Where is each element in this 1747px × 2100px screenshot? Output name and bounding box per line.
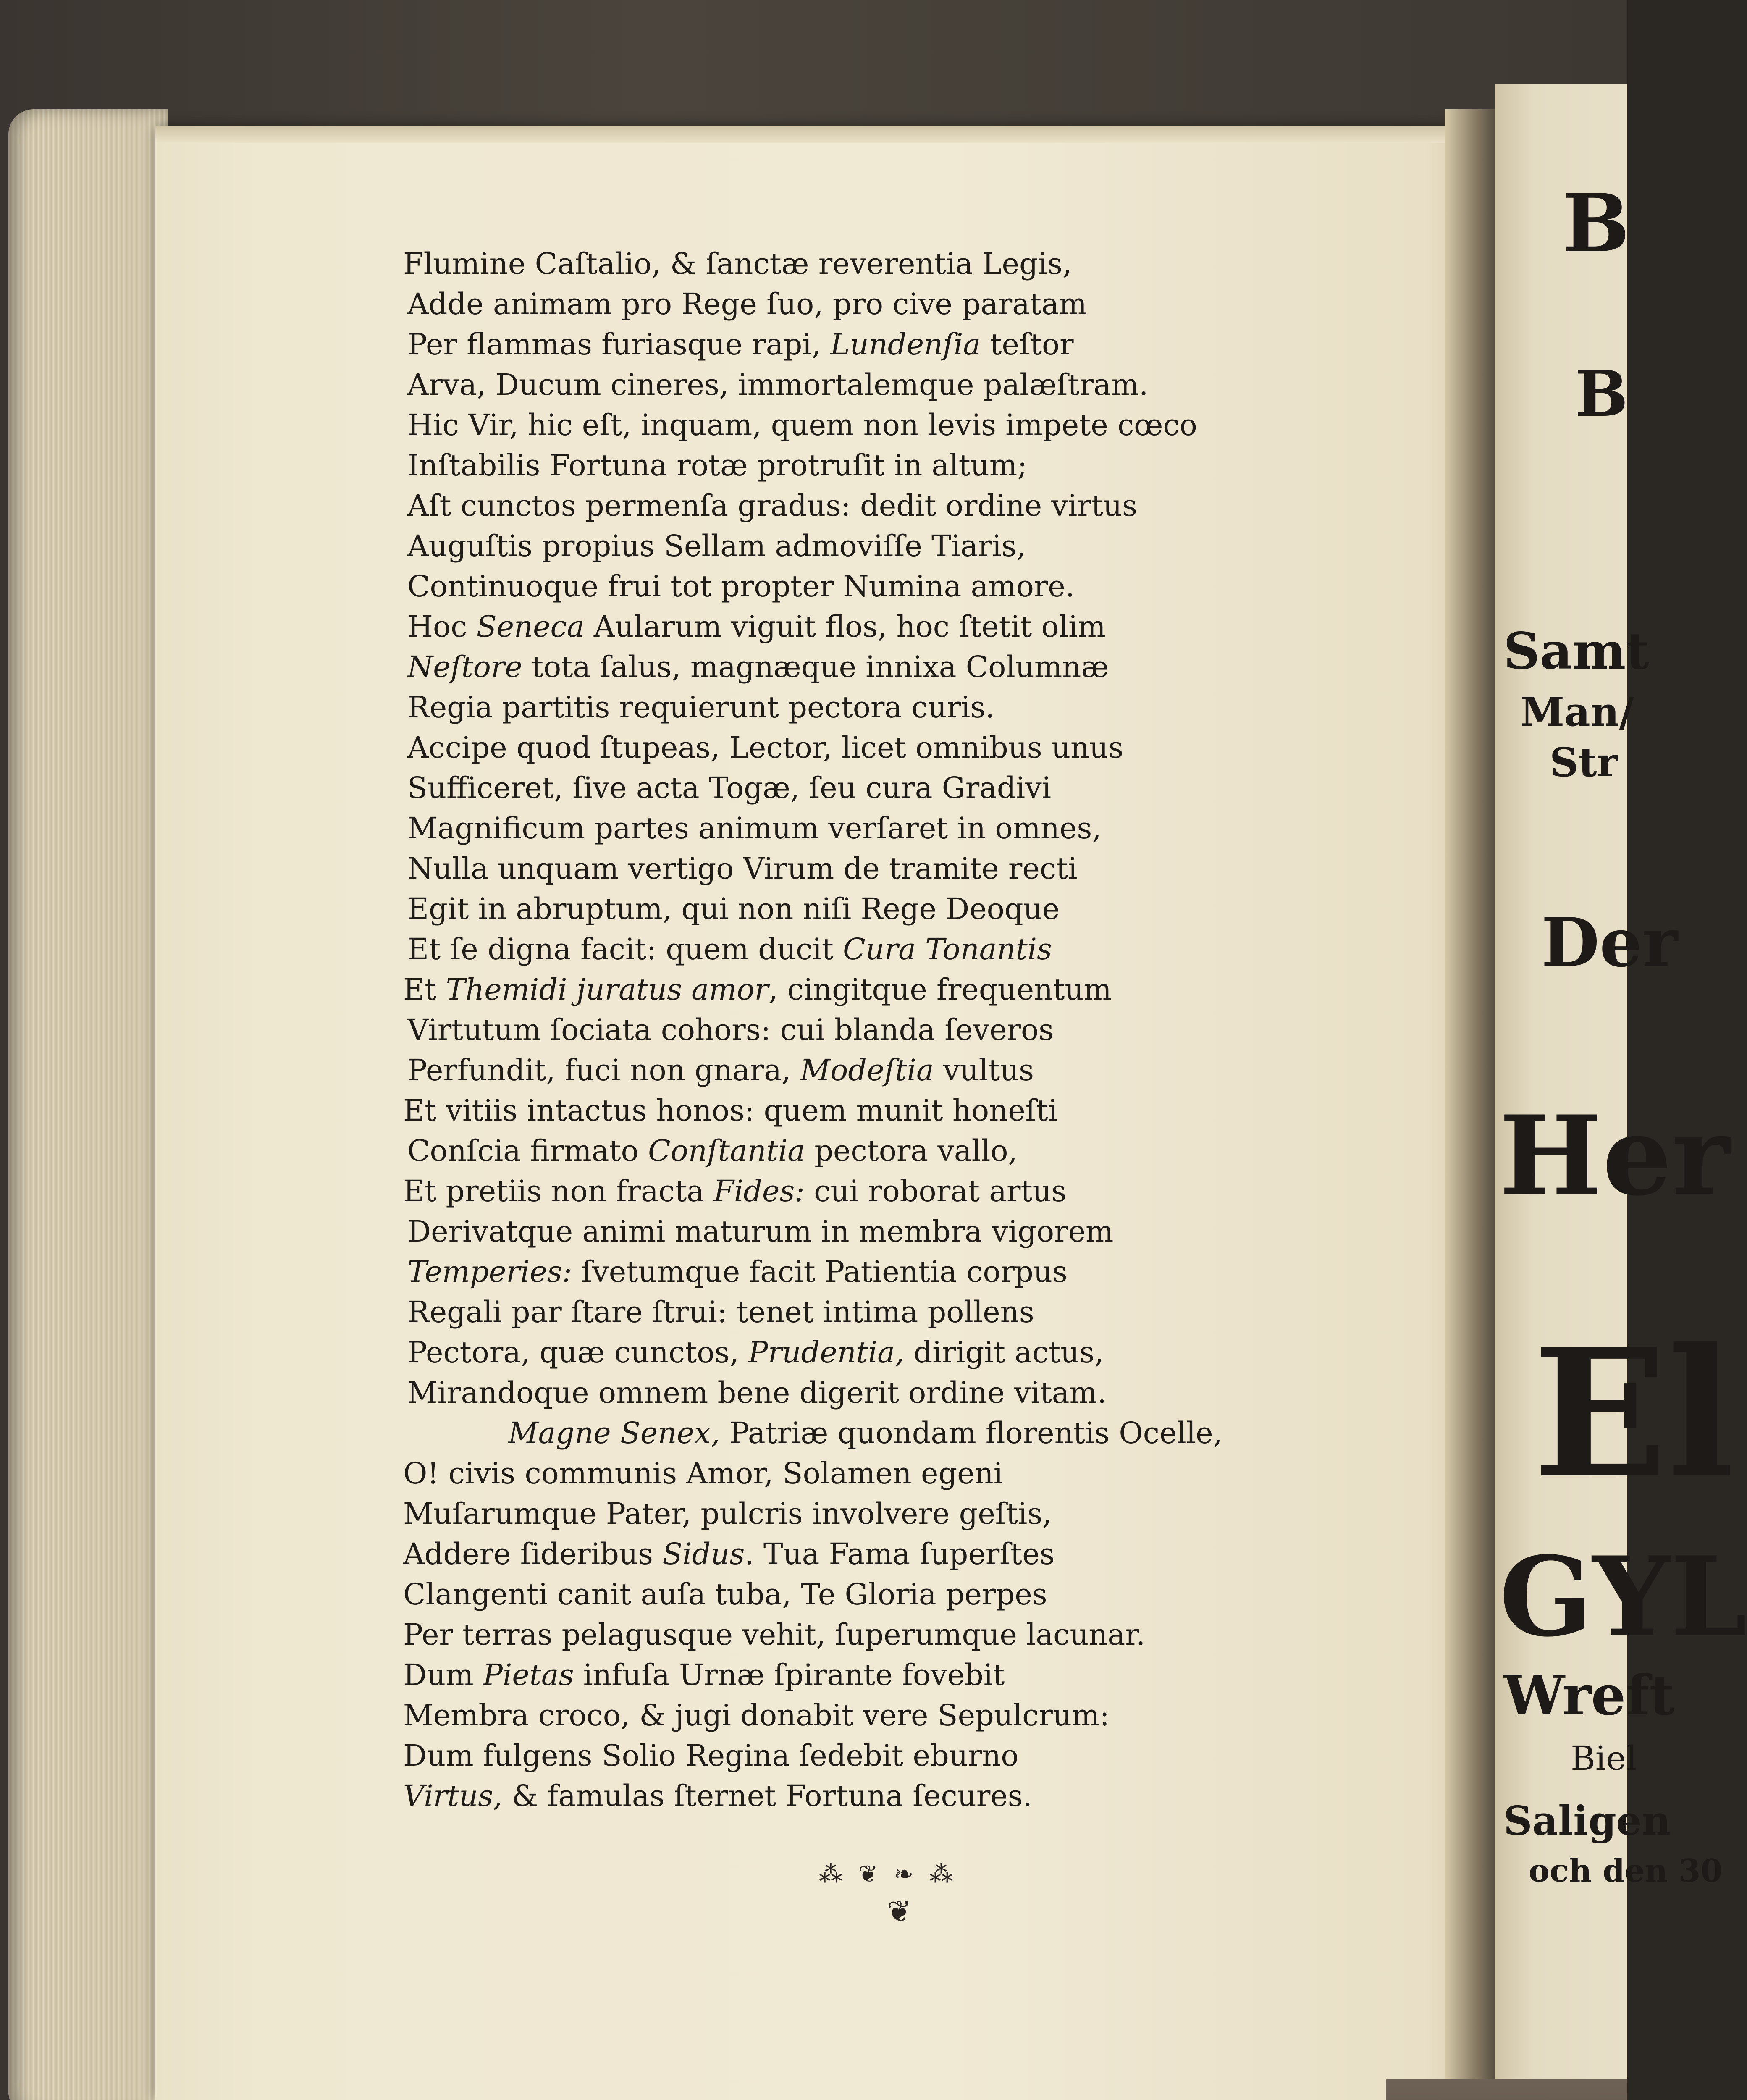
poem-line-italic: Fides: (713, 1174, 805, 1208)
poem-line-roman: Per terras pelagusque vehit, ſuperumque lacunar. (403, 1617, 1146, 1652)
book-binding (1386, 2079, 1627, 2100)
poem-line-italic: Conſtantia (648, 1134, 805, 1168)
poem-line-roman: ſvetumque facit Patientia corpus (572, 1255, 1068, 1289)
poem-line (403, 1534, 1055, 1574)
facing-page-fragment: och den 30 (1529, 1852, 1723, 1889)
poem-line-roman: Per flammas furiasque rapi, (407, 327, 831, 362)
facing-page-fragment: B (1562, 176, 1630, 270)
poem-line (407, 647, 1109, 687)
poem-line (407, 526, 1026, 566)
poem-line (403, 1494, 1052, 1534)
poem-line-roman: Virtutum ſociata cohors: cui blanda ſeveros (407, 1013, 1054, 1047)
poem-line (407, 566, 1075, 606)
poem-line-roman: Continuoque frui tot propter Numina amore. (407, 569, 1075, 604)
poem-line (407, 889, 1060, 929)
page-stack-edge (8, 109, 168, 2100)
poem-line-italic: Themidi juratus amor (446, 972, 769, 1007)
poem-line (407, 324, 1074, 365)
poem-line-roman: Auguſtis propius Sellam admoviſſe Tiaris, (407, 529, 1026, 563)
poem-line-italic: Modeſtia (800, 1053, 934, 1087)
poem-line-roman: Regali par ſtare ſtrui: tenet intima pollens (407, 1295, 1034, 1329)
poem-line-roman: dirigit actus, (904, 1335, 1104, 1370)
poem-line-roman: Tua Fama ſuperſtes (754, 1537, 1055, 1571)
poem-line-roman: Arva, Ducum cineres, immortalemque palæſtram. (407, 368, 1149, 402)
poem-line (403, 1735, 1019, 1776)
poem-line (403, 1776, 1032, 1816)
poem-line (403, 1695, 1110, 1735)
poem-line-roman: , cingitque frequentum (768, 972, 1112, 1007)
poem-line-roman: Et pretiis non fracta (403, 1174, 714, 1208)
poem-line (403, 1574, 1047, 1614)
poem-line-italic: Neſtore (407, 650, 522, 684)
poem-line-roman: Clangenti canit auſa tuba, Te Gloria perpes (403, 1577, 1047, 1612)
poem-line-roman: Patriæ quondam florentis Ocelle, (720, 1416, 1222, 1450)
facing-page-fragment: Her (1499, 1092, 1730, 1220)
poem-line-roman: Mirandoque omnem bene digerit ordine vitam. (407, 1376, 1107, 1410)
page-top-edge (155, 126, 1478, 143)
poem-line (407, 486, 1137, 526)
poem-line-roman: Membra croco, & jugi donabit vere Sepulcrum: (403, 1698, 1110, 1732)
poem-line-italic: Pietas (483, 1658, 574, 1692)
poem-line-roman: teſtor (981, 327, 1074, 362)
poem-line (407, 1010, 1054, 1050)
poem-line (407, 929, 1052, 969)
poem-line-roman: Flumine Caſtalio, & ſanctæ reverentia Legis, (403, 247, 1072, 281)
poem-line-roman: & famulas ſternet Fortuna ſecures. (502, 1779, 1032, 1813)
poem-line (407, 1252, 1068, 1292)
poem-line-roman: Dum fulgens Solio Regina ſedebit eburno (403, 1738, 1019, 1773)
poem-line-roman: O! civis communis Amor, Solamen egeni (403, 1456, 1003, 1491)
poem-line-roman: Pectora, quæ cunctos, (407, 1335, 748, 1370)
poem-line-italic: Prudentia, (748, 1335, 905, 1370)
poem-line-roman: tota ſalus, magnæque innixa Columnæ (522, 650, 1109, 684)
poem-line-italic: Virtus, (403, 1779, 503, 1813)
poem-line-roman: Dum (403, 1658, 483, 1692)
poem-line-roman: Regia partitis requierunt pectora curis. (407, 690, 995, 724)
poem-line-roman: Et ſe digna facit: quem ducit (407, 932, 843, 966)
poem-line (407, 727, 1123, 768)
tailpiece-ornament-drop: ❦ (887, 1894, 912, 1929)
facing-page (1495, 84, 1747, 2100)
poem-line-italic: Sidus. (662, 1537, 754, 1571)
poem-line (407, 808, 1102, 848)
poem-line-roman: Adde animam pro Rege ſuo, pro cive paratam (407, 287, 1087, 321)
poem-line (407, 1050, 1034, 1090)
poem-line (403, 1614, 1145, 1655)
poem-line-roman: infuſa Urnæ ſpirante fovebit (574, 1658, 1005, 1692)
poem-line-italic: Magne Senex, (508, 1416, 720, 1450)
poem-line (407, 1373, 1107, 1413)
poem-line (407, 1211, 1113, 1252)
facing-page-fragment: Biel (1571, 1739, 1637, 1778)
poem-line (403, 244, 1072, 284)
poem-line (403, 1453, 1003, 1494)
poem-line (403, 1171, 1067, 1211)
poem-line (407, 1332, 1104, 1373)
poem-line-roman: Nulla unquam vertigo Virum de tramite recti (407, 851, 1078, 886)
poem-line (407, 1292, 1034, 1332)
poem-line-roman: Et (403, 972, 446, 1007)
tailpiece-ornament: ⁂ ❦ ❧ ⁂ (819, 1861, 957, 1888)
poem-line (407, 405, 1197, 445)
poem-line-roman: Accipe quod ſtupeas, Lector, licet omnibus unus (407, 730, 1124, 765)
poem-line (508, 1413, 1222, 1453)
poem-line-roman: Egit in abruptum, qui non niſi Rege Deoque (407, 892, 1060, 926)
poem-line-roman: vultus (934, 1053, 1034, 1087)
poem-line-roman: Magnificum partes animum verſaret in omnes, (407, 811, 1102, 845)
poem-line-roman: Perfundit, fuci non gnara, (407, 1053, 800, 1087)
poem-line-roman: Derivatque animi maturum in membra vigorem (407, 1214, 1114, 1249)
poem-line-roman: Conſcia firmato (407, 1134, 648, 1168)
poem-line-roman: cui roborat artus (804, 1174, 1067, 1208)
poem-line-roman: Hic Vir, hic eſt, inquam, quem non levis impete cœco (407, 408, 1197, 442)
poem-line (403, 969, 1112, 1010)
facing-page-fragment: GYL (1499, 1533, 1747, 1661)
facing-page-fragment: El (1533, 1310, 1734, 1517)
facing-page-fragment: Str (1550, 739, 1618, 786)
poem-line-roman: Aularum viguit flos, hoc ſtetit olim (584, 609, 1106, 644)
poem-line (407, 365, 1148, 405)
poem-line-roman: Addere ſideribus (403, 1537, 663, 1571)
poem-line-roman: Et vitiis intactus honos: quem munit honeſti (403, 1093, 1058, 1128)
poem-line-italic: Temperies: (407, 1255, 572, 1289)
facing-page-fragment: Samt (1503, 622, 1649, 681)
poem-line-roman: pectora vallo, (805, 1134, 1018, 1168)
facing-page-fragment: B (1575, 357, 1628, 431)
facing-page-fragment: Der (1541, 903, 1678, 982)
facing-page-fragment: Man/ (1520, 689, 1634, 735)
poem-line (407, 445, 1027, 486)
poem-line (407, 284, 1087, 324)
facing-page-fragment: Wreft (1503, 1663, 1675, 1727)
poem-line (407, 1131, 1018, 1171)
poem-line (407, 687, 995, 727)
poem-line-roman: Sufficeret, ſive acta Togæ, ſeu cura Gradivi (407, 771, 1052, 805)
poem-line-roman: Muſarumque Pater, pulcris involvere geſtis, (403, 1496, 1052, 1531)
poem-text-block (403, 244, 1369, 1924)
poem-line (407, 606, 1106, 647)
facing-page-fragment: Saligen (1503, 1798, 1671, 1844)
poem-line-italic: Lundenſia (830, 327, 981, 362)
poem-line (403, 1655, 1005, 1695)
poem-line-roman: Hoc (407, 609, 477, 644)
poem-line (407, 768, 1051, 808)
poem-line-roman: Aſt cunctos permenſa gradus: dedit ordine virtus (407, 488, 1137, 523)
poem-line-roman: Inſtabilis Fortuna rotæ protruſit in altum; (407, 448, 1027, 483)
poem-line-italic: Seneca (476, 609, 585, 644)
poem-line-italic: Cura Tonantis (843, 932, 1052, 966)
poem-line (403, 1090, 1057, 1131)
poem-line (407, 848, 1078, 889)
